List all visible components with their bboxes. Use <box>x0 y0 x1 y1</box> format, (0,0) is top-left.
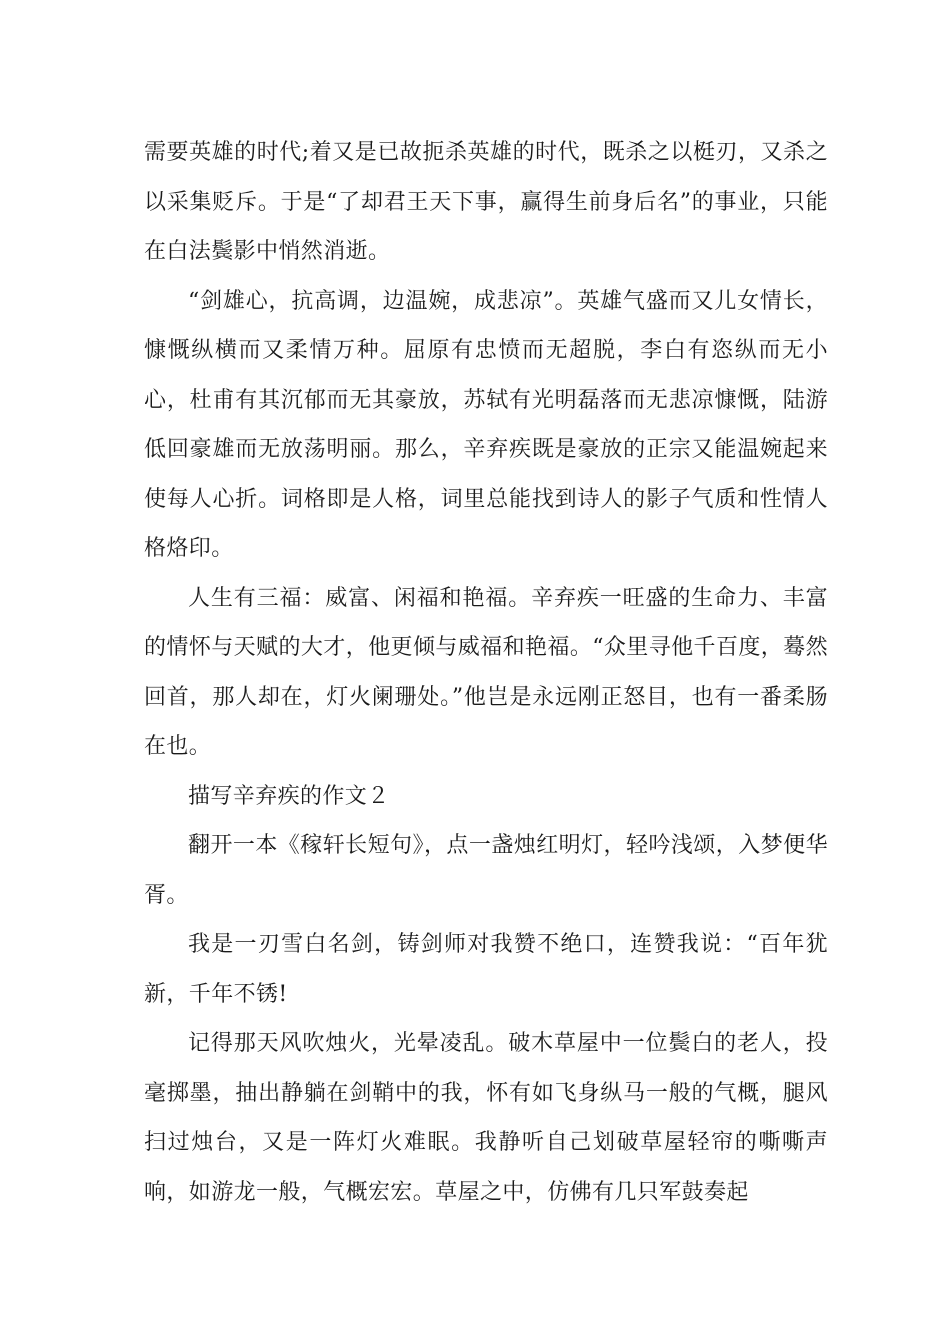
document-body <box>144 128 828 1217</box>
section-heading: 描写辛弃疾的作文２ <box>188 783 390 809</box>
paragraph-4: 翻开一本《稼轩长短句》，点一盏烛红明灯，轻吟浅颂，入梦便华胥。 <box>144 833 828 908</box>
paragraph-5: 我是一刃雪白名剑，铸剑师对我赞不绝口，连赞我说：“百年犹新，千年不锈! <box>144 932 828 1007</box>
paragraph-3: 人生有三福：威富、闲福和艳福。辛弃疾一旺盛的生命力、丰富的情怀与天赋的大才，他更倾与威福和艳福。“众里寻他千百度，蓦然回首，那人却在，灯火阑珊处。”他岂是永远刚正怒目，也有一番柔肠在也。 <box>144 585 828 759</box>
paragraph-2: “剑雄心，抗高调，边温婉，成悲凉”。英雄气盛而又儿女情长，慷慨纵横而又柔情万种。屈原有忠愤而无超脱，李白有恣纵而无小心，杜甫有其沉郁而无其豪放，苏轼有光明磊落而无悲凉慷慨，陆游低回豪雄而无放荡明丽。那么，辛弃疾既是豪放的正宗又能温婉起来使每人心折。词格即是人格，词里总能找到诗人的影子气质和性情人格烙印。 <box>144 288 828 561</box>
paragraph-6: 记得那天风吹烛火，光晕凌乱。破木草屋中一位鬓白的老人，投毫掷墨，抽出静躺在剑鞘中的我，怀有如飞身纵马一般的气概，腿风扫过烛台，又是一阵灯火难眠。我静听自己划破草屋轻帘的嘶嘶声响，如游龙一般，气概宏宏。草屋之中，仿佛有几只军鼓奏起 <box>144 1031 828 1205</box>
paragraph-1: 需要英雄的时代;着又是已故扼杀英雄的时代，既杀之以梃刃，又杀之以采集贬斥。于是“了却君王天下事，赢得生前身后名”的事业，只能在白法鬓影中悄然消逝。 <box>144 140 828 264</box>
